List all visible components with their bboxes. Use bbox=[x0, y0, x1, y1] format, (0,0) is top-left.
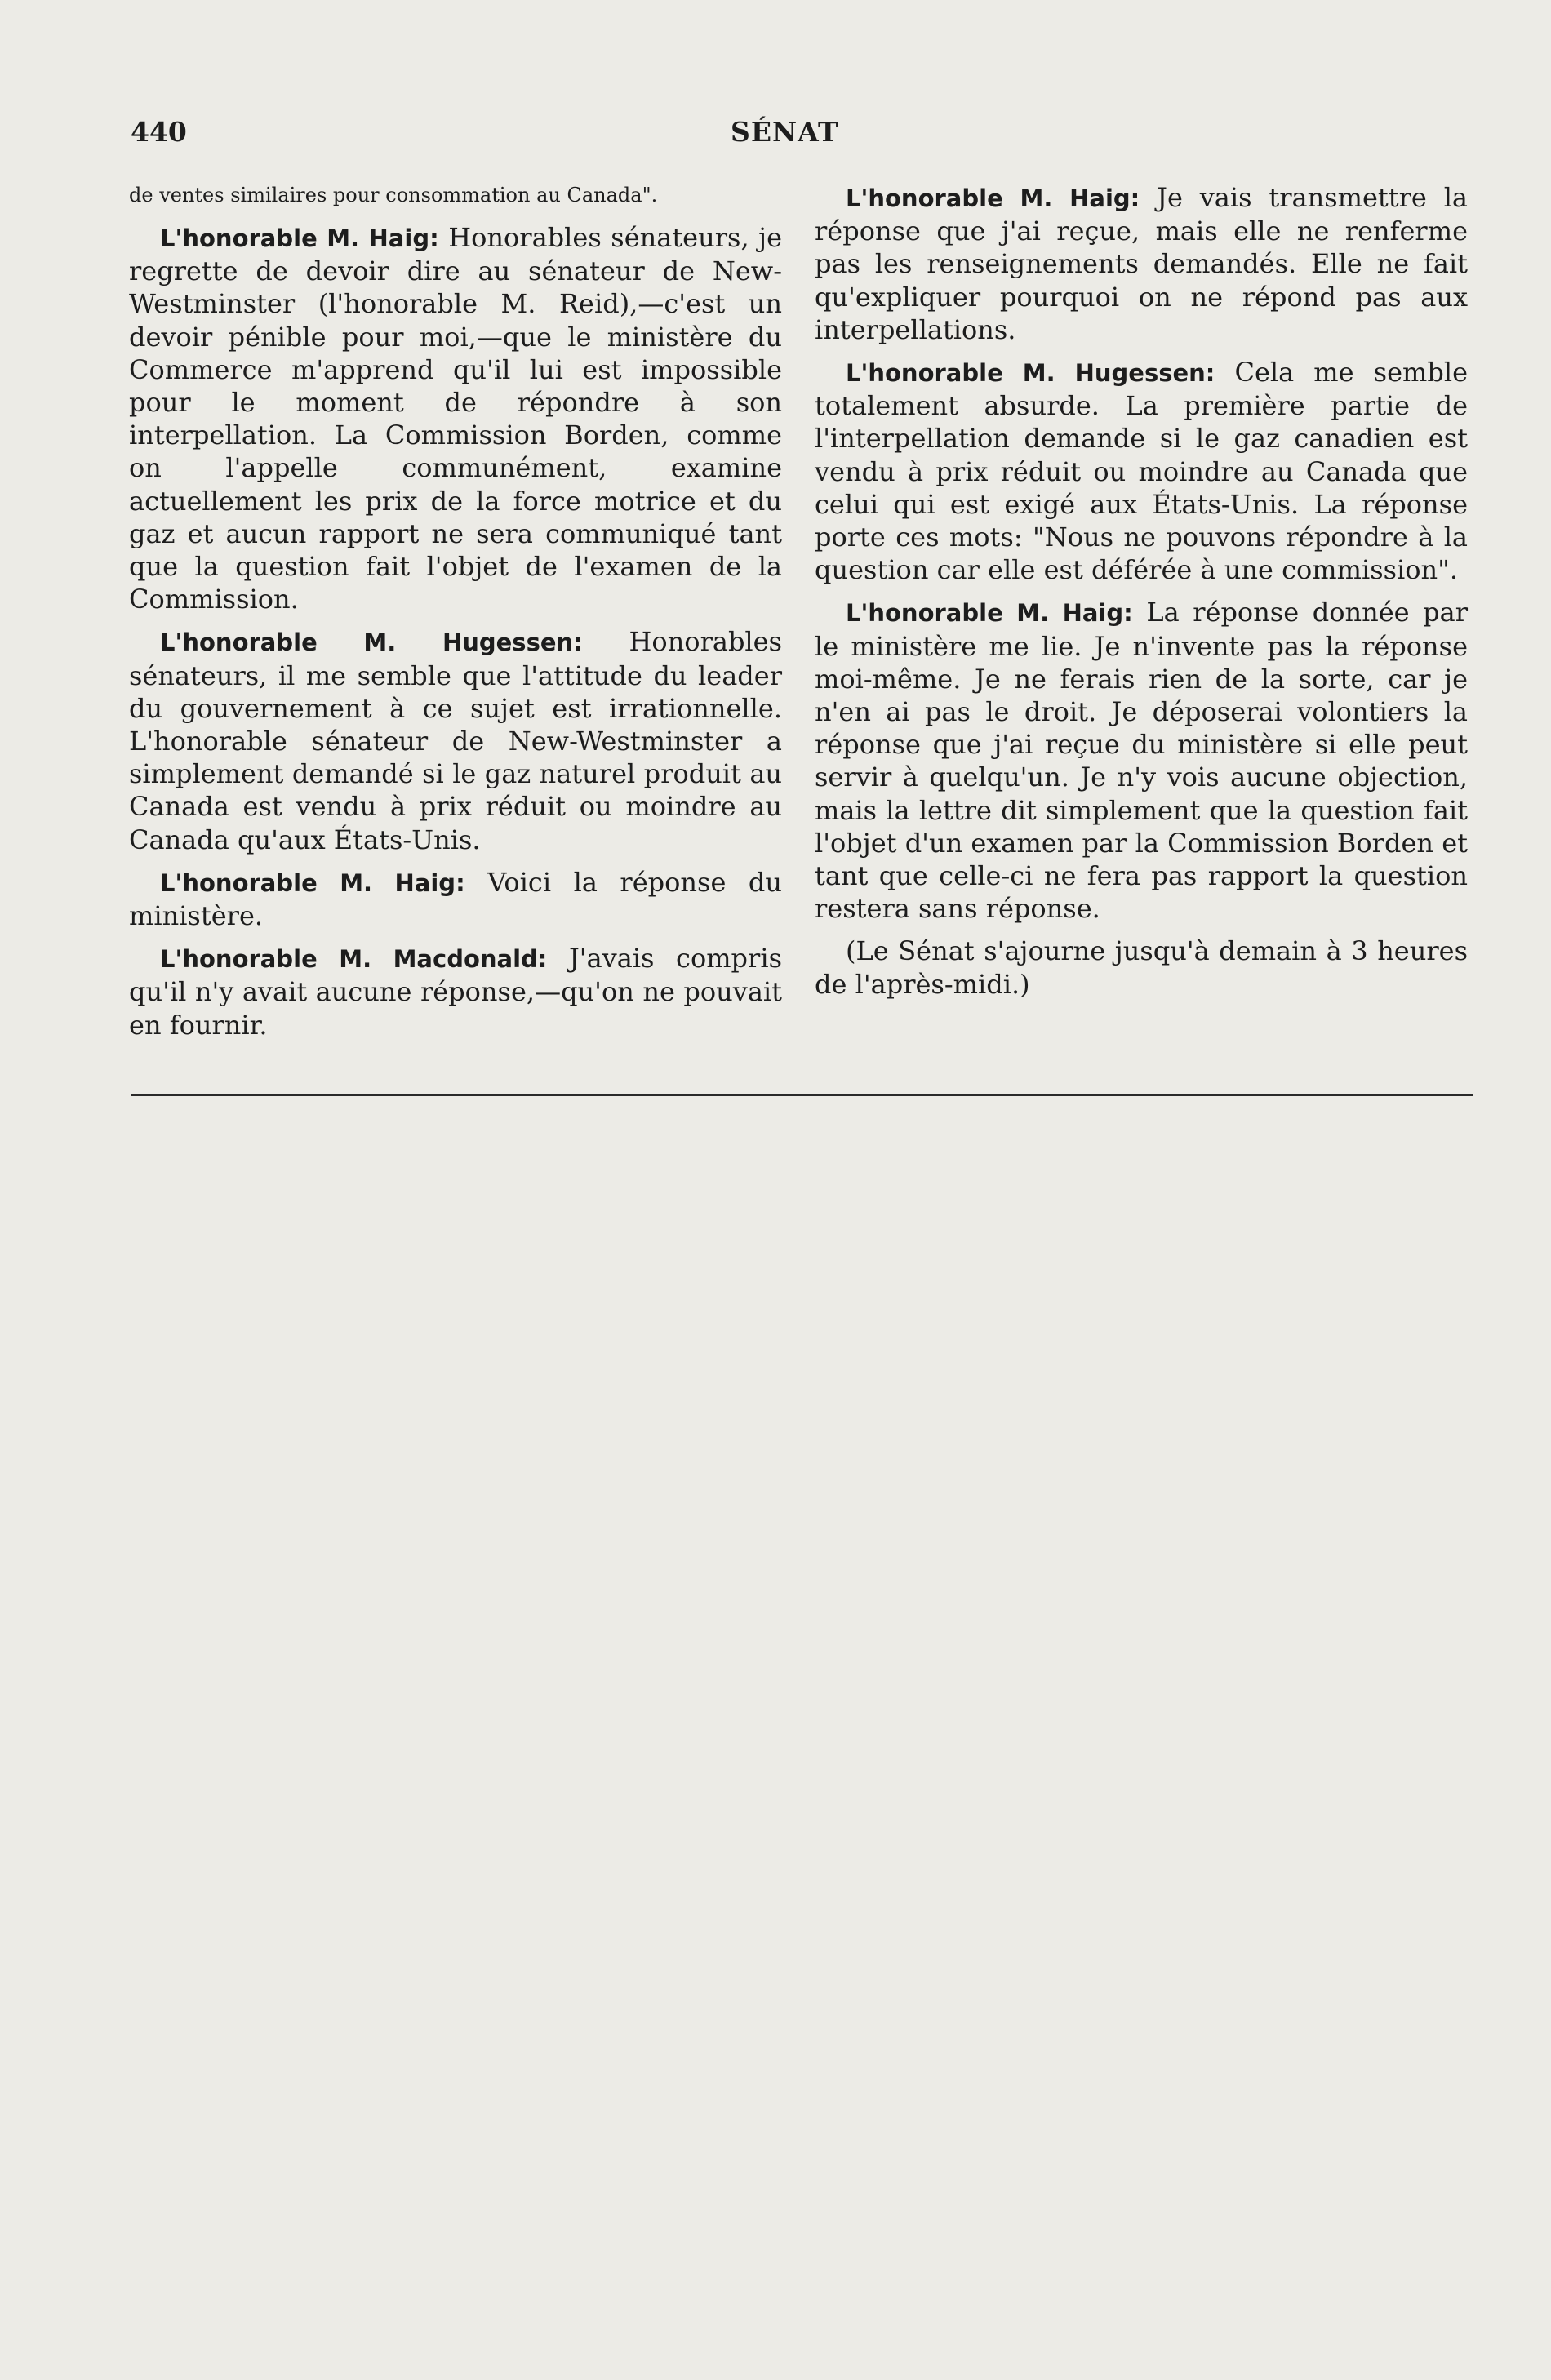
speech-text: Honorables sénateurs, il me semble que l'attitude du leader du gouvernement à ce sujet est irrationnelle. L'honorable sénateur de New-Westminster a simplement demandé si le gaz naturel produit au Canada est vendu à prix réduit ou moindre au Canada qu'aux États-Unis. bbox=[129, 626, 783, 855]
speaker-name: L'honorable M. Haig: bbox=[846, 184, 1140, 212]
speech-paragraph bbox=[129, 866, 782, 932]
running-title: SÉNAT bbox=[731, 116, 839, 148]
adjournment-note bbox=[815, 935, 1468, 1000]
speaker-name: L'honorable M. Macdonald: bbox=[160, 945, 548, 974]
adjournment-text: (Le Sénat s'ajourne jusqu'à demain à 3 heures de l'après-midi.) bbox=[815, 935, 1468, 1000]
continued-paragraph bbox=[129, 181, 782, 210]
page-number: 440 bbox=[131, 116, 187, 148]
speaker-name: L'honorable M. Haig: bbox=[846, 599, 1133, 628]
speech-paragraph bbox=[815, 181, 1468, 346]
speech-paragraph bbox=[815, 596, 1468, 925]
speaker-name: L'honorable M. Hugessen: bbox=[160, 628, 583, 657]
speech-text: Cela me semble totalement absurde. La première partie de l'interpellation demande si le gaz canadien est vendu à prix réduit ou moindre au Canada que celui qui est exigé aux États-Unis. La réponse porte ces mots: "Nous ne pouvons répondre à la question car elle est déférée à une commission". bbox=[815, 357, 1468, 586]
speech-text: La réponse donnée par le ministère me lie. Je n'invente pas la réponse moi-même. Je ne ferais rien de la sorte, car je n'en ai pas le droit. Je déposerai volontiers la réponse que j'ai reçue du ministère si elle peut servir à quelqu'un. Je n'y vois aucune objection, mais la lettre dit simplement que la question fait l'objet d'un examen par la Commission Borden et tant que celle-ci ne fera pas rapport la question restera sans réponse. bbox=[815, 597, 1469, 925]
speech-text: J'avais compris qu'il n'y avait aucune réponse,—qu'on ne pouvait en fournir. bbox=[129, 943, 782, 1041]
left-column bbox=[129, 181, 782, 1041]
paragraph-text: de ventes similaires pour consommation au Canada". bbox=[129, 184, 658, 206]
speech-paragraph bbox=[129, 625, 782, 855]
speaker-name: L'honorable M. Haig: bbox=[160, 224, 439, 252]
speaker-name: L'honorable M. Hugessen: bbox=[846, 359, 1215, 388]
speech-text: Voici la réponse du ministère. bbox=[129, 866, 783, 932]
right-column bbox=[815, 181, 1468, 1001]
speech-text: Je vais transmettre la réponse que j'ai reçue, mais elle ne renferme pas les renseignements demandés. Elle ne fait qu'expliquer pourquoi on ne répond pas aux interpellations. bbox=[815, 182, 1469, 345]
page-header bbox=[0, 116, 1551, 157]
speech-paragraph bbox=[815, 356, 1468, 586]
speech-text: Honorables sénateurs, je regrette de devoir dire au sénateur de New-Westminster (l'honorable M. Reid),—c'est un devoir pénible pour moi,—que le ministère du Commerce m'apprend qu'il lui est impossible pour le moment de répondre à son interpellation. La Commission Borden, comme on l'appelle communément, examine actuellement les prix de la force motrice et du gaz et aucun rapport ne sera communiqué tant que la question fait l'objet de l'examen de la Commission. bbox=[129, 222, 783, 615]
speech-paragraph bbox=[129, 942, 782, 1041]
speech-paragraph bbox=[129, 221, 782, 615]
end-rule bbox=[131, 1094, 1473, 1096]
speaker-name: L'honorable M. Haig: bbox=[160, 868, 465, 897]
